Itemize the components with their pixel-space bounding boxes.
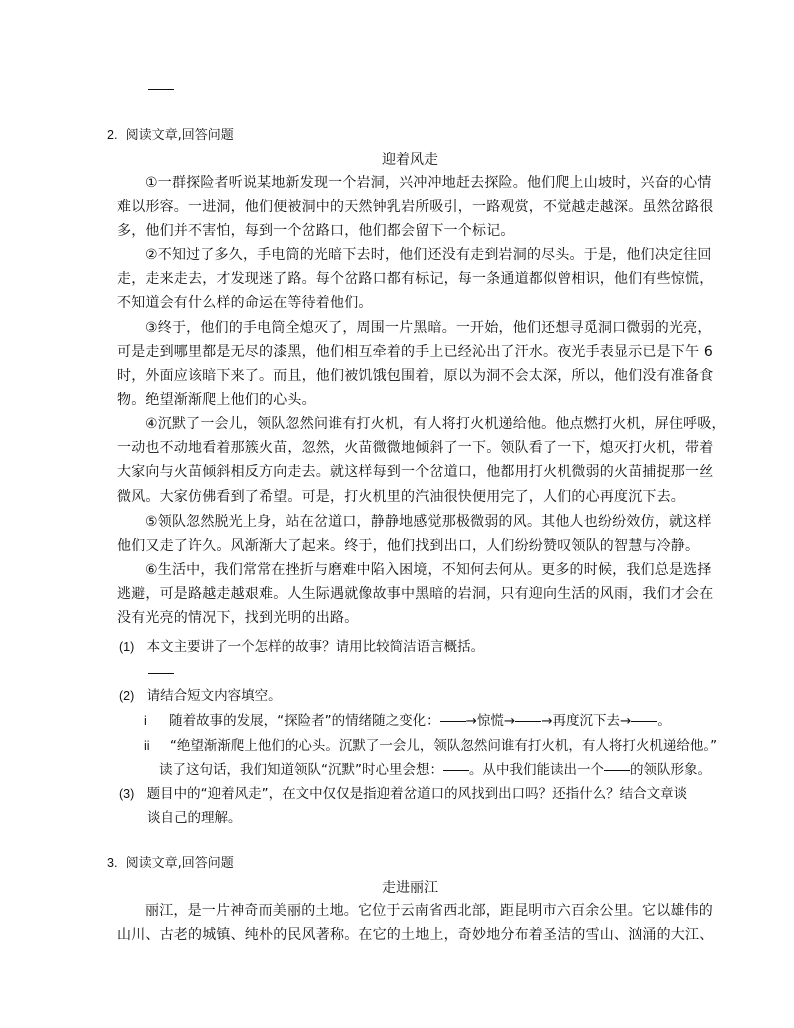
fill-blank[interactable] [631,720,657,722]
paragraph-line: 一动也不动地看着那簇火苗，忽然，火苗微微地倾斜了一下。领队看了一下，熄灭打火机，带着 [117,440,714,456]
item-text: 的领队形象。 [630,762,711,778]
item-text: 。 [657,713,671,729]
paragraph-line: 不知道会有什么样的命运在等待着他们。 [117,295,373,311]
paragraph-line: ②不知过了多久，手电筒的光暗下去时，他们还没有走到岩洞的尽头。于是，他们决定往回 [145,247,712,263]
sub-question-3 [119,782,687,802]
sub-question-2 [119,684,282,704]
question-heading: 阅读文章,回答问题 [125,128,234,143]
paragraph-line: ④沉默了一会儿，领队忽然问谁有打火机，有人将打火机递给他。他点燃打火机，屏住呼吸， [145,416,726,432]
paragraph-line: ①一群探险者听说某地新发现一个岩洞，兴冲冲地赶去探险。他们爬上山坡时，兴奋的心情 [145,175,712,191]
sub-question-label: (3) [119,787,135,801]
paragraph-line: 微风。大家仿佛看到了希望。可是，打火机里的汽油很快便用完了，人们的心再度沉下去。 [117,489,685,505]
fill-blank[interactable] [604,769,630,771]
paragraph-line: 丽江，是一片神奇而美丽的土地。它位于云南省西北部，距昆明市六百余公里。它以雄伟的 [145,903,713,919]
item-text: →惊慌→ [465,713,516,729]
sub-question-text: 题目中的“迎着风走”，在文中仅仅是指迎着岔道口的风找到出口吗？还指什么？结合文章谈 [146,786,688,802]
answer-line-top[interactable] [148,88,174,90]
paragraph-line: 多，他们并不害怕，每到一个岔路口，他们都会留下一个标记。 [117,223,515,239]
paragraph-line: 物。绝望渐渐爬上他们的心头。 [117,392,316,408]
item-label: ii [144,739,150,753]
fill-blank[interactable] [440,720,466,722]
paragraph-line: 时，外面应该暗下来了。而且，他们被饥饿包围着，原以为洞不会太深，所以，他们没有准备食 [117,368,714,384]
sub-question-3-cont: 谈自己的理解。 [147,810,242,826]
answer-line-1[interactable] [148,672,174,674]
sub-question-1 [119,635,484,655]
sub-question-2-i [144,709,671,729]
sub-question-2-ii-cont [159,758,711,778]
article-title: 走进丽江 [382,880,438,896]
question-2-header [107,124,234,143]
sub-question-text: 请结合短文内容填空。 [146,688,282,704]
paragraph-line: ⑥生活中，我们常常在挫折与磨难中陷入困境，不知何去何从。更多的时候，我们总是选择 [145,562,712,578]
sub-question-label: (2) [119,689,135,703]
paragraph-line: 可是走到哪里都是无尽的漆黑，他们相互牵着的手上已经沁出了汗水。夜光手表显示已是下午 6 [117,344,713,360]
question-heading: 阅读文章,回答问题 [125,856,234,871]
item-text: “绝望渐渐爬上他们的心头。沉默了一会儿，领队忽然问谁有打火机，有人将打火机递给他。” [169,738,718,754]
paragraph-line: 没有光亮的情况下，找到光明的出路。 [117,610,359,626]
sub-question-2-ii [144,734,717,754]
sub-question-label: (1) [119,640,135,654]
item-text: 。从中我们能读出一个 [469,762,604,778]
article-title: 迎着风走 [382,152,438,168]
paragraph-line: 大家向与火苗倾斜相反方向走去。就这样每到一个岔道口，他都用打火机微弱的火苗捕捉那一丝 [117,464,714,480]
paragraph-line: 他们又走了许久。风渐渐大了起来。终于，他们找到出口，人们纷纷赞叹领队的智慧与冷静。 [117,538,700,554]
item-text: 读了这句话，我们知道领队“沉默”时心里会想： [159,762,443,778]
paragraph-line: 走，走来走去，才发现迷了路。每个岔路口都有标记，每一条通道都似曾相识，他们有些惊慌， [117,271,714,287]
paragraph-line: ⑤领队忽然脱光上身，站在岔道口，静静地感觉那极微弱的风。其他人也纷纷效仿，就这样 [145,514,712,530]
paragraph-line: 山川、古老的城镇、纯朴的民风著称。在它的土地上，奇妙地分布着圣洁的雪山、汹涌的大江、 [117,927,714,943]
paragraph-line: 难以形容。一进洞，他们便被洞中的天然钟乳岩所吸引，一路观赏，不觉越走越深。虽然岔路很 [117,199,714,215]
paragraph-line: ③终于，他们的手电筒全熄灭了，周围一片黑暗。一开始，他们还想寻觅洞口微弱的光亮， [145,320,712,336]
item-text: →再度沉下去→ [541,713,632,729]
paragraph-line: 逃避，可是路越走越艰难。人生际遇就像故事中黑暗的岩洞，只有迎向生活的风雨，我们才会在 [117,586,714,602]
sub-question-text: 本文主要讲了一个怎样的故事？请用比较简洁语言概括。 [146,639,485,655]
item-label: i [144,714,147,728]
question-3-header [107,852,234,871]
fill-blank[interactable] [443,769,469,771]
question-number: 3. [107,856,118,870]
fill-blank[interactable] [515,720,541,722]
question-number: 2. [107,128,118,142]
item-text: 随着故事的发展，“探险者”的情绪随之变化： [169,713,440,729]
